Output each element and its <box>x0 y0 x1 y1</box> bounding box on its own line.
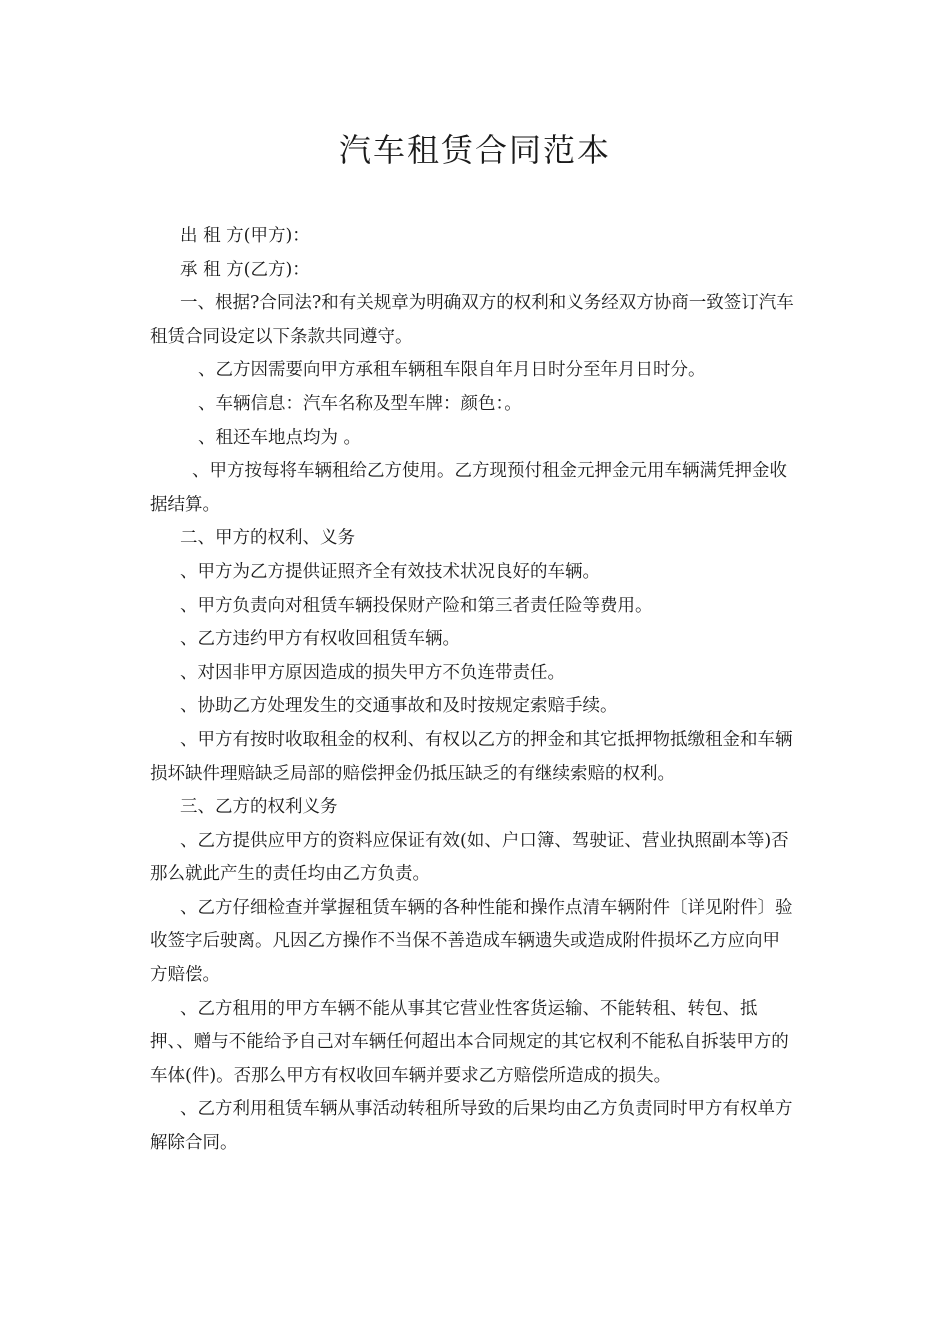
section-3-item-1: 、乙方提供应甲方的资料应保证有效(如、户口簿、驾驶证、营业执照副本等)否那么就此产生的责任均由乙方负责。 <box>150 830 789 885</box>
section-2-item-5: 、协助乙方处理发生的交通事故和及时按规定索赔手续。 <box>180 696 618 717</box>
clause-1-item-1: 、乙方因需要向甲方承租车辆租车限自年月日时分至年月日时分。 <box>198 360 706 381</box>
clause-1-item-2: 、车辆信息：汽车名称及型车牌：颜色：。 <box>198 393 522 414</box>
section-3-item-4: 、乙方利用租赁车辆从事活动转租所导致的后果均由乙方负责同时甲方有权单方解除合同。 <box>150 1099 793 1154</box>
document-body <box>150 220 795 1161</box>
section-3-heading: 三、乙方的权利义务 <box>180 797 338 818</box>
section-2-item-2: 、甲方负责向对租赁车辆投保财产险和第三者责任险等费用。 <box>180 595 653 616</box>
section-2-heading: 二、甲方的权利、义务 <box>180 528 355 549</box>
document-title: 汽车租赁合同范本 <box>338 131 611 169</box>
section-3-item-3: 、乙方租用的甲方车辆不能从事其它营业性客货运输、不能转租、转包、抵押、、赠与不能给予自己对车辆任何超出本合同规定的其它权利不能私自拆装甲方的车体(件)。否那么甲方有权收回车辆并要求乙方赔偿所造成的损失。 <box>150 998 789 1086</box>
clause-1-item-4: 、甲方按每将车辆租给乙方使用。乙方现预付租金元押金元用车辆满凭押金收据结算。 <box>150 461 787 515</box>
section-3-item-2: 、乙方仔细检查并掌握租赁车辆的各种性能和操作点清车辆附件〔详见附件〕验收签字后驶离。凡因乙方操作不当保不善造成车辆遗失或造成附件损坏乙方应向甲方赔偿。 <box>150 897 793 986</box>
section-2-item-3: 、乙方违约甲方有权收回租赁车辆。 <box>180 629 460 650</box>
section-2-item-6: 、甲方有按时收取租金的权利、有权以乙方的押金和其它抵押物抵缴租金和车辆损坏缺件理赔缺乏局部的赔偿押金仍抵压缺乏的有继续索赔的权利。 <box>150 729 793 784</box>
lessee-line: 承 租 方(乙方)： <box>180 259 310 280</box>
clause-1-intro: 一、根据?合同法?和有关规章为明确双方的权利和义务经双方协商一致签订汽车租赁合同设定以下条款共同遵守。 <box>150 293 794 347</box>
clause-1-item-3: 、租还车地点均为 。 <box>198 427 362 448</box>
section-2-item-1: 、甲方为乙方提供证照齐全有效技术状况良好的车辆。 <box>180 561 600 582</box>
section-2-item-4: 、对因非甲方原因造成的损失甲方不负连带责任。 <box>180 662 565 683</box>
lessor-line: 出 租 方(甲方)： <box>180 226 310 246</box>
